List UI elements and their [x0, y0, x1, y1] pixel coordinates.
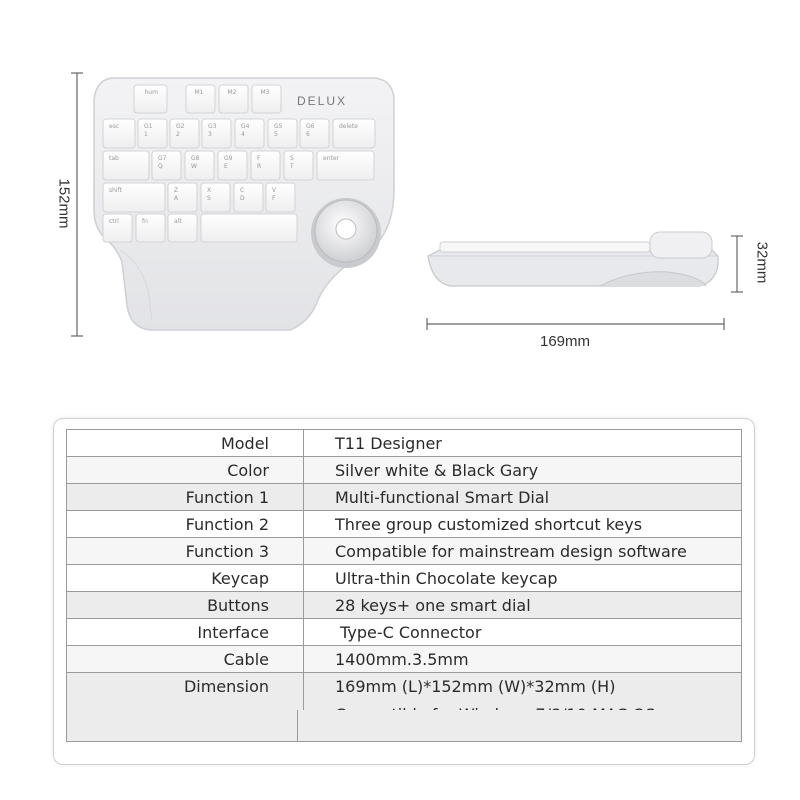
- spec-label: Color: [67, 457, 304, 484]
- keyboard-side-view: [428, 232, 718, 286]
- keycap: [201, 214, 297, 242]
- keycap: [266, 183, 295, 212]
- keycap-label: S: [207, 195, 211, 202]
- keycap-label: fn: [142, 218, 148, 225]
- product-illustration: [0, 0, 800, 380]
- spec-value: Silver white & Black Gary: [304, 457, 742, 484]
- spec-value: Compatible for mainstream design software: [304, 538, 742, 565]
- keycap: [300, 119, 329, 148]
- keycap-label: A: [174, 195, 179, 202]
- spec-label: Cable: [67, 646, 304, 673]
- spec-value: Multi-functional Smart Dial: [304, 484, 742, 511]
- spec-label: Function 1: [67, 484, 304, 511]
- table-bottom-padding: [66, 710, 742, 742]
- keycap: [136, 214, 165, 242]
- keycap-label: S: [290, 155, 294, 162]
- keycap-label: X: [207, 187, 212, 194]
- keycap-label: G8: [191, 155, 200, 162]
- keycap-label: G5: [274, 123, 283, 130]
- keycap: [251, 151, 280, 180]
- keycap-label: F: [257, 155, 261, 162]
- keycap-label: G4: [241, 123, 250, 130]
- side-height-label: 32mm: [753, 241, 771, 284]
- keycap-label: 1: [144, 131, 148, 138]
- side-height-dimension-line: [731, 236, 743, 292]
- keycap-label: D: [240, 195, 245, 202]
- keycap: [138, 119, 167, 148]
- keycap-label: 4: [241, 131, 245, 138]
- keycap-label: tab: [109, 155, 119, 162]
- spec-value: Type-C Connector: [304, 619, 742, 646]
- keycap: [234, 183, 263, 212]
- table-row: [67, 565, 742, 592]
- keycap-label: hum: [144, 89, 158, 96]
- keycap: [170, 119, 199, 148]
- spec-label: Function 3: [67, 538, 304, 565]
- smart-dial: [311, 198, 381, 268]
- keycap-label: 2: [176, 131, 180, 138]
- keycap-label: G3: [208, 123, 217, 130]
- spec-value: 28 keys+ one smart dial: [304, 592, 742, 619]
- keycap: [202, 119, 231, 148]
- table-row: [67, 646, 742, 673]
- keycap: [168, 214, 197, 242]
- keycap-label: M2: [227, 89, 237, 96]
- keycap-label: G1: [144, 123, 153, 130]
- height-label: 152mm: [55, 178, 73, 229]
- keycap-label: G9: [224, 155, 233, 162]
- spec-label: Keycap: [67, 565, 304, 592]
- keycap-label: esc: [109, 123, 120, 130]
- table-row: [67, 619, 742, 646]
- keycap-label: W: [191, 163, 197, 170]
- spec-label: Buttons: [67, 592, 304, 619]
- height-dimension-line: [71, 73, 83, 336]
- keycap: [284, 151, 313, 180]
- keycap-label: F: [272, 195, 276, 202]
- table-row: [67, 430, 742, 457]
- keycap-label: Q: [158, 163, 163, 170]
- keycap-label: delete: [339, 123, 358, 130]
- spec-value: 169mm (L)*152mm (W)*32mm (H): [335, 677, 616, 696]
- table-row: [67, 538, 742, 565]
- spec-value: Three group customized shortcut keys: [304, 511, 742, 538]
- keycap-label: enter: [323, 155, 340, 162]
- table-row: [67, 511, 742, 538]
- spec-label: Dimension: [67, 673, 304, 730]
- spec-value: Ultra-thin Chocolate keycap: [304, 565, 742, 592]
- brand-logo: DELUX: [297, 94, 348, 108]
- spec-label: Function 2: [67, 511, 304, 538]
- keycap: [168, 183, 197, 212]
- keycap: [201, 183, 230, 212]
- table-row: [67, 592, 742, 619]
- width-dimension-line: [427, 318, 724, 330]
- keycap-label: G2: [176, 123, 185, 130]
- keycap: [268, 119, 297, 148]
- keycap: [152, 151, 181, 180]
- keycap: [235, 119, 264, 148]
- keycap-label: Z: [174, 187, 179, 194]
- keycap-label: R: [257, 163, 262, 170]
- keycap-label: 5: [274, 131, 278, 138]
- keycap-label: M3: [260, 89, 270, 96]
- keycap-label: M1: [194, 89, 204, 96]
- spec-label: Model: [67, 430, 304, 457]
- keycap-label: 3: [208, 131, 212, 138]
- keycap-label: shift: [109, 187, 122, 194]
- keycap-label: 6: [306, 131, 310, 138]
- spec-label: Interface: [67, 619, 304, 646]
- keycap-label: E: [224, 163, 228, 170]
- keycap-label: G7: [158, 155, 167, 162]
- width-label: 169mm: [540, 333, 591, 350]
- keycap-label: C: [240, 187, 245, 194]
- keycap-label: V: [272, 187, 277, 194]
- spec-value: T11 Designer: [304, 430, 742, 457]
- spec-table: [66, 429, 742, 730]
- keycap: [185, 151, 214, 180]
- keycap-label: ctrl: [109, 218, 119, 225]
- keycap: [218, 151, 247, 180]
- spec-value: 1400mm.3.5mm: [304, 646, 742, 673]
- keycap-label: G6: [306, 123, 315, 130]
- keycap-label: alt: [174, 218, 182, 225]
- table-row: [67, 484, 742, 511]
- keycap-label: T: [290, 163, 294, 170]
- table-row: [67, 457, 742, 484]
